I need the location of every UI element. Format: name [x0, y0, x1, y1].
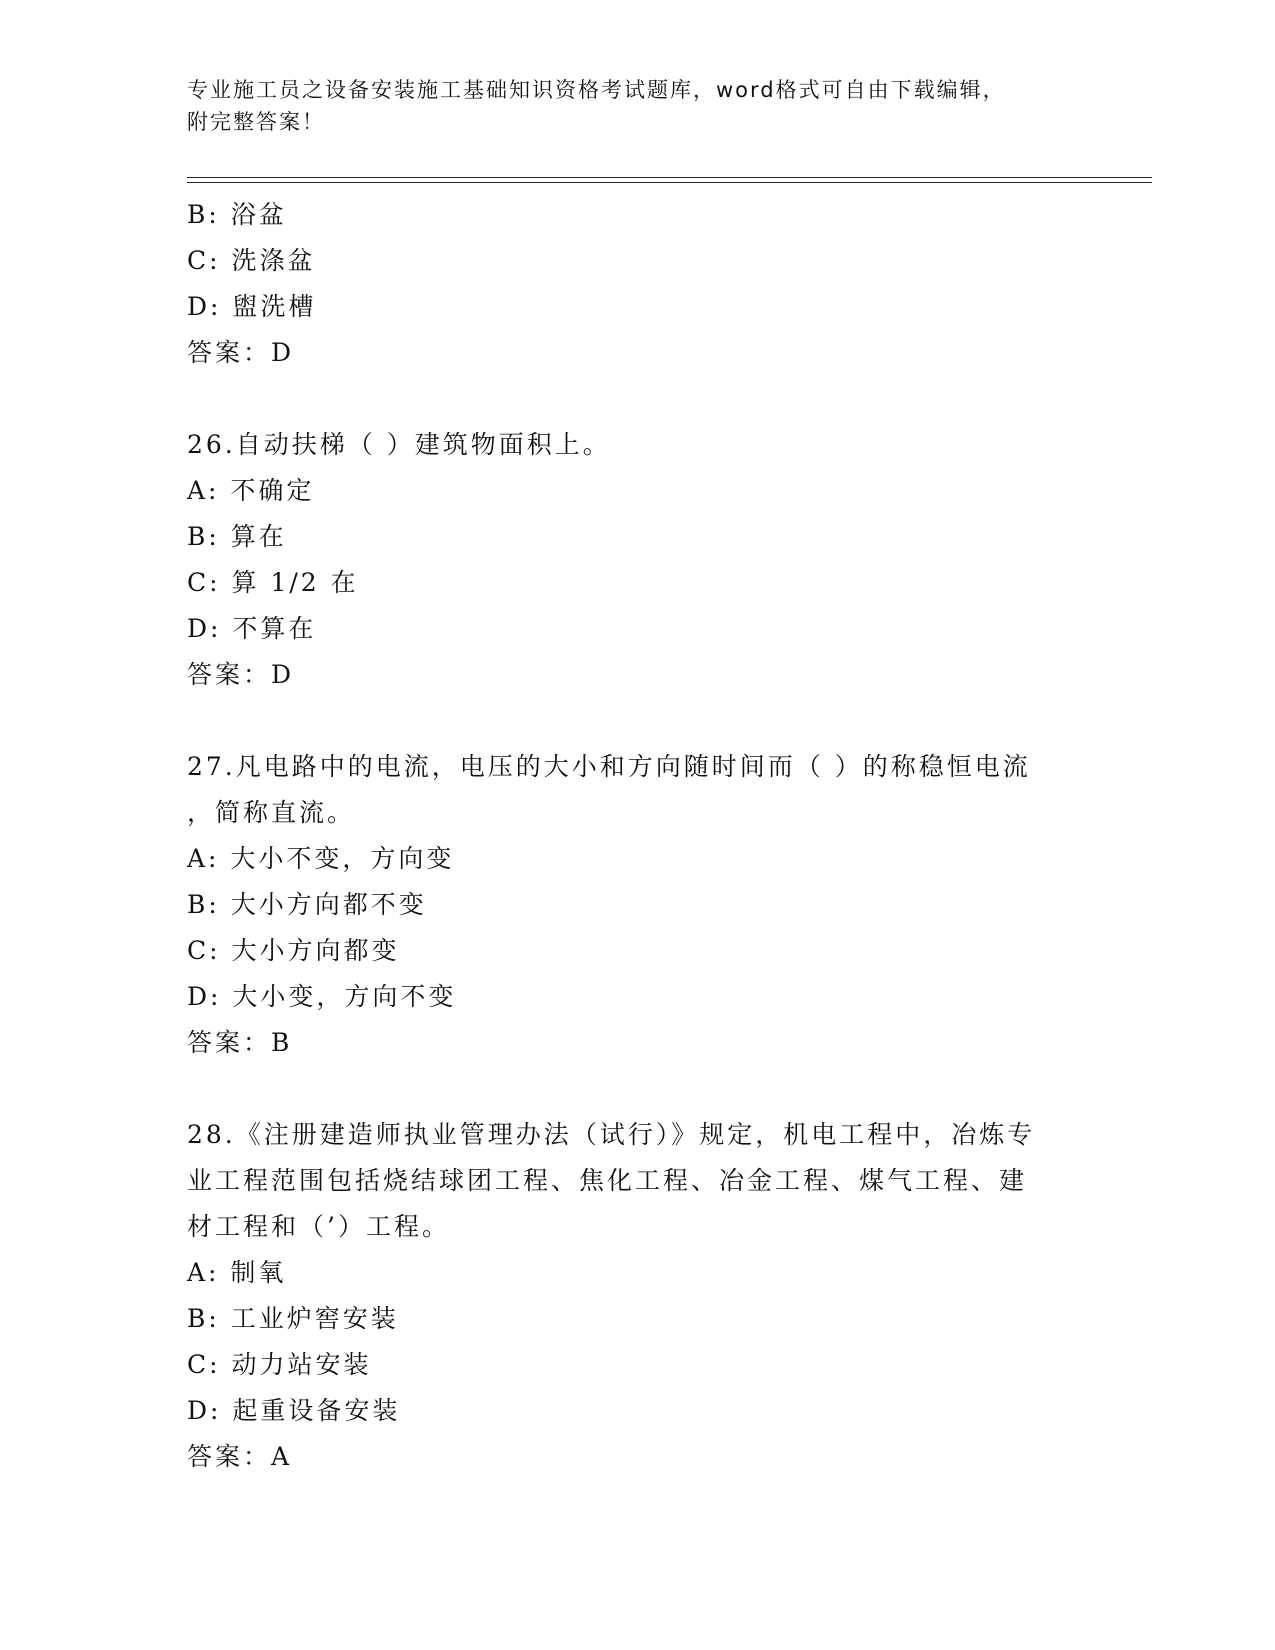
option-a: A: 制氧 — [187, 1258, 287, 1287]
spacer — [187, 376, 1087, 422]
option-c: C: 算 1/2 在 — [187, 568, 359, 597]
option-c: C: 动力站安装 — [187, 1350, 372, 1379]
option-a: A: 大小不变，方向变 — [187, 844, 455, 873]
header-line-1: 专业施工员之设备安装施工基础知识资格考试题库，word格式可自由下载编辑， — [187, 78, 1006, 102]
spacer — [187, 1066, 1087, 1112]
option-d: D: 不算在 — [187, 614, 317, 643]
header-divider-top — [187, 177, 1152, 178]
option-b: B: 工业炉窖安装 — [187, 1304, 399, 1333]
answer-line: 答案：D — [187, 338, 295, 367]
question-text: 26.自动扶梯（ ）建筑物面积上。 — [187, 430, 611, 459]
spacer — [187, 698, 1087, 744]
option-b: B: 算在 — [187, 522, 287, 551]
question-list — [187, 192, 1087, 1480]
question-text: 27.凡电路中的电流，电压的大小和方向随时间而（ ）的称稳恒电流 — [187, 752, 1031, 781]
option-d: D: 起重设备安装 — [187, 1396, 401, 1425]
option-d: D: 大小变，方向不变 — [187, 982, 457, 1011]
question-text-cont: 业工程范围包括烧结球团工程、焦化工程、冶金工程、煤气工程、建 — [187, 1166, 1028, 1195]
option-b: B: 大小方向都不变 — [187, 890, 427, 919]
option-b: B: 浴盆 — [187, 200, 287, 229]
prev-question-block — [187, 192, 1087, 376]
question-text: 28.《注册建造师执业管理办法（试行）》规定，机电工程中，冶炼专 — [187, 1120, 1036, 1149]
answer-line: 答案：A — [187, 1442, 293, 1471]
option-c: C: 大小方向都变 — [187, 936, 400, 965]
question-text-cont: ，简称直流。 — [187, 798, 356, 827]
option-d: D: 盥洗槽 — [187, 292, 317, 321]
header-line-2: 附完整答案！ — [187, 110, 325, 134]
question-28-block — [187, 1112, 1087, 1480]
document-header — [187, 74, 1087, 138]
question-26-block — [187, 422, 1087, 698]
question-text-cont: 材工程和（’）工程。 — [187, 1212, 450, 1241]
option-c: C: 洗涤盆 — [187, 246, 316, 275]
option-a: A: 不确定 — [187, 476, 315, 505]
question-27-block — [187, 744, 1087, 1066]
answer-line: 答案：B — [187, 1028, 293, 1057]
answer-line: 答案：D — [187, 660, 295, 689]
header-divider-bottom — [187, 182, 1152, 183]
